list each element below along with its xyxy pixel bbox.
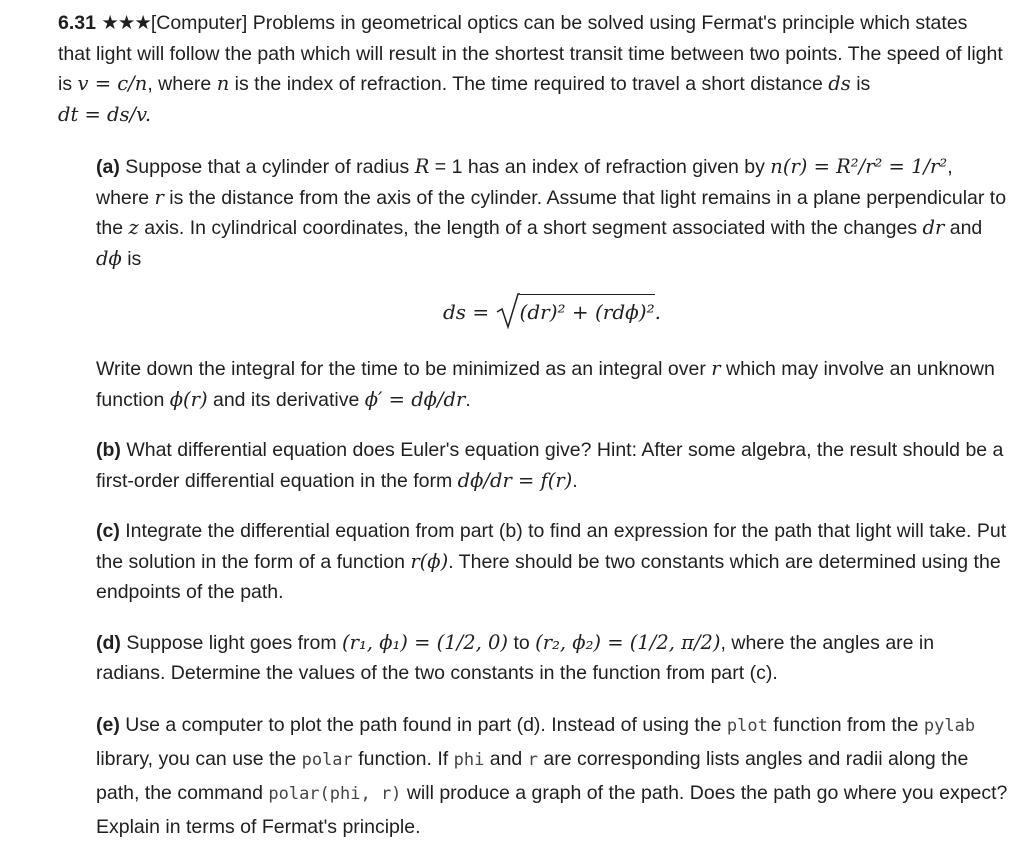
dphi-variable: dϕ bbox=[96, 246, 122, 270]
code-polar: polar bbox=[301, 749, 353, 770]
part-e-text-7: will produce a graph of the path. Does the path go where you expect? Explain in terms of Fermat's principle. bbox=[96, 781, 1008, 838]
index-expression: n(r) = R²/r² = 1/r² bbox=[770, 155, 948, 178]
part-e-text-3: library, you can use the bbox=[96, 747, 302, 770]
part-c-label: (c) bbox=[96, 520, 120, 542]
part-c-text-2: . There should be two constants which are determined using the endpoints of the path. bbox=[96, 550, 1001, 603]
ds-display-equation bbox=[96, 288, 1008, 338]
phi-of-r: ϕ(r) bbox=[169, 387, 208, 411]
speed-expression: v = c/n bbox=[77, 72, 148, 95]
ds-equation-end: . bbox=[654, 300, 661, 324]
part-a-text-9: which may involve an unknown function bbox=[96, 358, 995, 411]
part-a-text-4: is the distance from the axis of the cylinder. Assume that light remains in a plane perpendicular to the bbox=[96, 186, 1007, 239]
part-e bbox=[96, 709, 1008, 844]
intro-text-2: , where bbox=[147, 73, 217, 95]
part-a-text-2: = 1 has an index of refraction given by bbox=[429, 156, 771, 178]
problem-tag: [Computer] bbox=[150, 12, 248, 34]
part-a-text-11: . bbox=[465, 388, 471, 411]
problem-number: 6.31 bbox=[58, 12, 96, 34]
difficulty-stars-icon: ★★★ bbox=[101, 12, 151, 34]
part-b-text-2: . bbox=[572, 469, 578, 492]
dphi-dr-expression: dϕ/dr = f(r) bbox=[457, 468, 573, 492]
end-point-expression: (r₂, ϕ₂) = (1/2, π/2) bbox=[535, 630, 721, 654]
dr-variable: dr bbox=[922, 216, 945, 239]
problem-intro bbox=[58, 8, 1003, 130]
part-a-text-second bbox=[96, 354, 1008, 415]
r-variable: r bbox=[154, 185, 164, 209]
part-a-text-5: axis. In cylindrical coordinates, the length of a short segment associated with the changes bbox=[138, 217, 923, 239]
part-d bbox=[96, 628, 1008, 689]
part-c-text bbox=[96, 516, 1008, 608]
part-e-text bbox=[96, 709, 1008, 844]
part-e-label: (e) bbox=[96, 713, 120, 736]
part-e-text-2: function from the bbox=[767, 713, 924, 736]
ds-equation-lhs: ds = bbox=[443, 300, 496, 324]
dt-expression: dt = ds/v. bbox=[58, 102, 152, 126]
code-polar-command: polar(phi, r) bbox=[268, 783, 402, 804]
part-b-text-1: What differential equation does Euler's equation give? Hint: After some algebra, the result should be a first-order differential equation in the form bbox=[96, 439, 1004, 492]
part-a-text bbox=[96, 152, 1008, 274]
part-b bbox=[96, 435, 1008, 496]
code-phi: phi bbox=[453, 749, 485, 770]
phi-prime-expression: ϕ′ = dϕ/dr bbox=[364, 387, 466, 411]
part-d-text-1: Suppose light goes from bbox=[120, 631, 343, 654]
square-root bbox=[496, 294, 655, 329]
part-a-text-1: Suppose that a cylinder of radius bbox=[119, 156, 415, 178]
part-d-text bbox=[96, 628, 1008, 689]
part-a-text-7: is bbox=[121, 247, 142, 270]
part-e-text-1: Use a computer to plot the path found in part (d). Instead of using the bbox=[119, 713, 727, 736]
code-pylab: pylab bbox=[923, 715, 976, 736]
R-variable: R bbox=[414, 155, 430, 178]
ds-equation bbox=[443, 294, 661, 329]
radical-sign-icon bbox=[496, 290, 520, 330]
part-a bbox=[96, 152, 1008, 415]
radicand: (dr)² + (rdϕ)² bbox=[520, 294, 655, 328]
intro-text-1: Problems in geometrical optics can be solved using Fermat's principle which states that light will follow the path which will result in the shortest transit time between two points. The speed of light is bbox=[58, 12, 1003, 95]
code-plot: plot bbox=[726, 715, 768, 736]
intro-text-3: is the index of refraction. The time required to travel a short distance bbox=[229, 73, 829, 95]
part-a-text-10: and its derivative bbox=[207, 388, 365, 411]
start-point-expression: (r₁, ϕ₁) = (1/2, 0) bbox=[342, 630, 509, 654]
part-a-text-8: Write down the integral for the time to be minimized as an integral over bbox=[96, 358, 712, 380]
n-variable: n bbox=[216, 72, 230, 95]
part-d-label: (d) bbox=[96, 631, 121, 654]
part-e-text-4: function. If bbox=[352, 747, 454, 770]
part-e-text-5: and bbox=[484, 747, 528, 770]
r-of-phi: r(ϕ) bbox=[410, 549, 449, 573]
problem-page bbox=[58, 8, 1008, 844]
part-b-label: (b) bbox=[96, 439, 121, 461]
part-d-text-2: to bbox=[508, 631, 536, 654]
part-d-text-3: , where the angles are in radians. Determine the values of the two constants in the function from part (c). bbox=[96, 631, 935, 684]
z-variable: z bbox=[128, 216, 139, 239]
part-a-text-6: and bbox=[944, 217, 983, 239]
part-b-text bbox=[96, 435, 1008, 496]
part-a-label: (a) bbox=[96, 156, 120, 178]
part-e-text-6: are corresponding lists angles and radii along the path, the command bbox=[96, 747, 969, 804]
part-c bbox=[96, 516, 1008, 608]
part-c-text-1: Integrate the differential equation from part (b) to find an expression for the path that light will take. Put the solution in the form of a function bbox=[96, 520, 1007, 573]
part-a-text-3: , where bbox=[96, 156, 953, 209]
intro-text-4: is bbox=[850, 73, 871, 95]
ds-variable: ds bbox=[828, 72, 851, 95]
code-r: r bbox=[527, 749, 538, 770]
r-variable-2: r bbox=[711, 357, 721, 380]
